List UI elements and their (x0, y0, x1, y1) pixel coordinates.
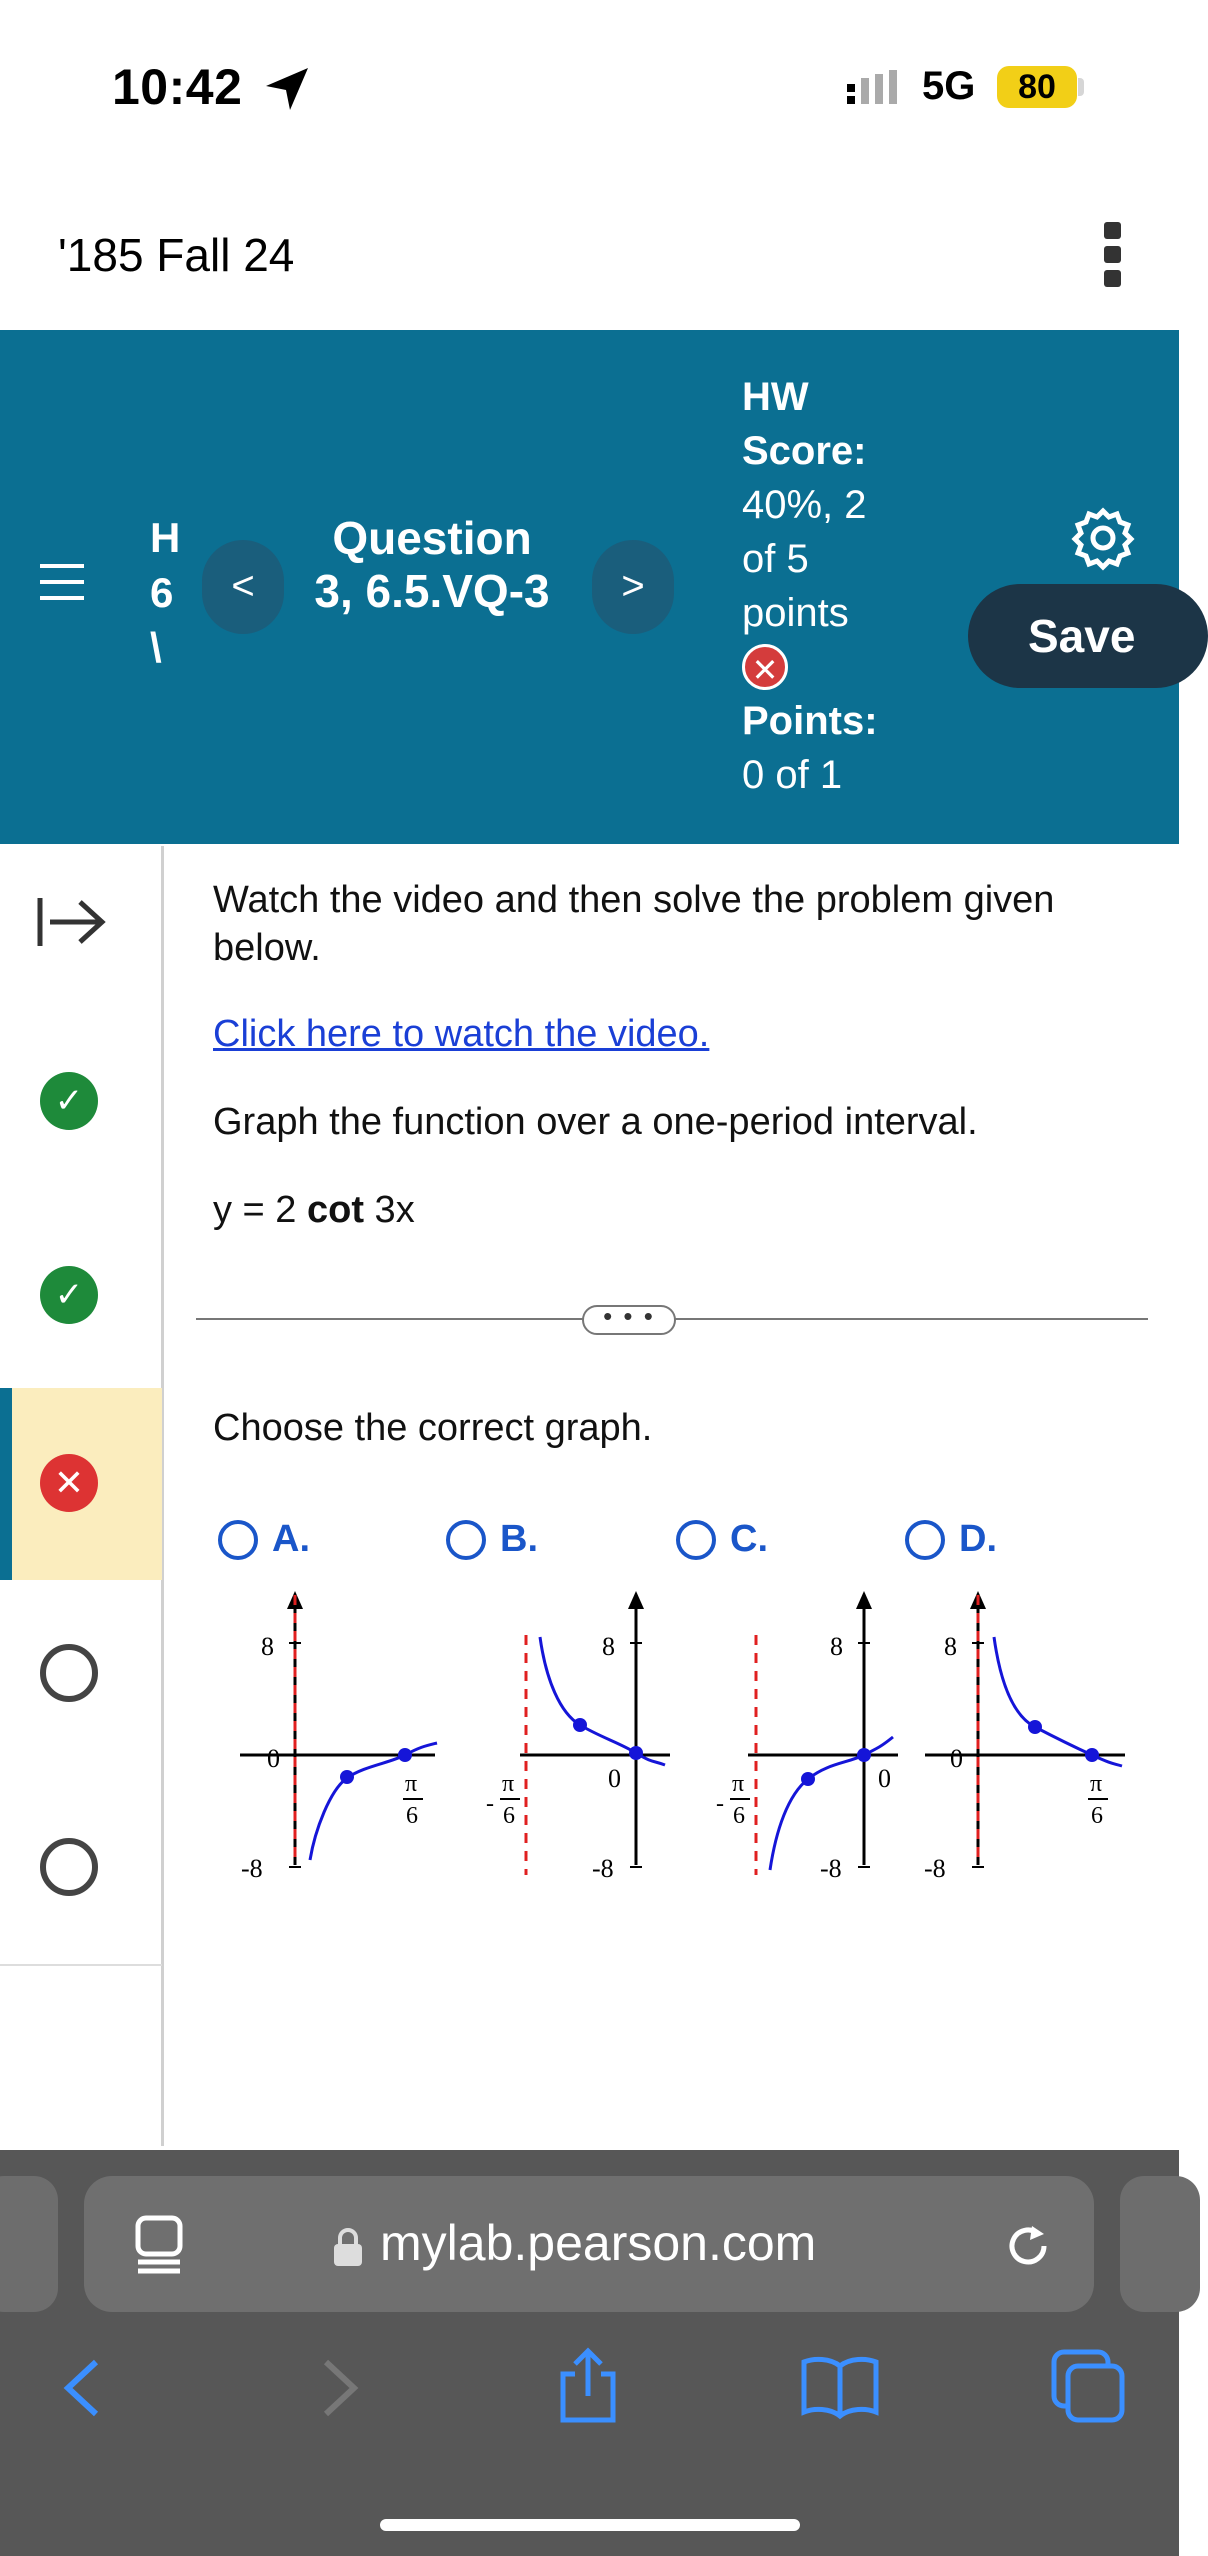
question-title: Question 3, 6.5.VQ-3 (314, 512, 550, 617)
option-b-radio[interactable] (446, 1520, 486, 1560)
svg-text:π: π (732, 1771, 745, 1797)
function-suffix: 3x (364, 1189, 415, 1231)
score-panel (742, 370, 892, 802)
option-a[interactable] (218, 1518, 310, 1574)
question-instruction: Graph the function over a one-period interval. (213, 1101, 978, 1143)
cot-curve (770, 1737, 893, 1870)
incorrect-icon: ✕ (742, 644, 788, 690)
svg-text:6: 6 (503, 1803, 515, 1829)
battery-cap (1078, 78, 1084, 96)
x-tick-label (486, 1771, 520, 1829)
question-3-status-incorrect-icon[interactable]: ✕ (40, 1454, 98, 1512)
option-c-radio[interactable] (676, 1520, 716, 1560)
curve-point (801, 1772, 815, 1786)
y-max-label: 8 (944, 1632, 957, 1661)
truncated-assignment-title: H 6 \ (150, 514, 181, 671)
svg-text:-: - (716, 1791, 724, 1817)
option-d-radio[interactable] (905, 1520, 945, 1560)
choose-prompt: Choose the correct graph. (213, 1407, 653, 1449)
url-text[interactable]: mylab.pearson.com (380, 2215, 817, 2271)
expand-sidebar-icon[interactable] (36, 892, 108, 952)
function-cot: cot (307, 1189, 364, 1231)
y-zero-label: 0 (950, 1744, 963, 1773)
next-question-button[interactable]: > (592, 540, 674, 634)
curve-point (857, 1748, 871, 1762)
option-b-graph[interactable] (460, 1585, 670, 1885)
video-link[interactable]: Click here to watch the video. (213, 1013, 710, 1055)
expand-button[interactable]: • • • (582, 1305, 676, 1335)
hamburger-menu-icon[interactable] (40, 562, 84, 602)
svg-text:π: π (1090, 1771, 1103, 1797)
svg-text:π: π (405, 1771, 418, 1797)
y-min-label: -8 (241, 1854, 263, 1883)
bookmarks-icon[interactable] (800, 2354, 880, 2418)
y-axis-arrow (628, 1591, 644, 1609)
option-d[interactable] (905, 1518, 997, 1574)
curve-point (573, 1718, 587, 1732)
option-d-graph[interactable] (920, 1585, 1130, 1885)
svg-text:6: 6 (406, 1803, 418, 1829)
question-intro: Watch the video and then solve the problem given below. (213, 879, 1055, 969)
curve-point (1085, 1748, 1099, 1762)
option-a-label: A. (272, 1518, 310, 1560)
question-2-status-correct-icon[interactable]: ✓ (40, 1266, 98, 1324)
points-value: 0 of 1 (742, 753, 843, 797)
svg-text:6: 6 (1091, 1803, 1103, 1829)
y-axis-arrow (856, 1591, 872, 1609)
signal-icon (845, 70, 909, 110)
question-4-status-unanswered-icon[interactable] (40, 1644, 98, 1702)
curve-point (398, 1748, 412, 1762)
cot-curve (994, 1637, 1122, 1766)
hw-score-value: 40%, 2 of 5 points (742, 483, 867, 635)
x-tick-label (403, 1771, 423, 1829)
back-arrow-icon[interactable] (60, 2356, 104, 2420)
y-min-label: -8 (820, 1854, 842, 1883)
y-max-label: 8 (830, 1632, 843, 1661)
function-prefix: y = 2 (213, 1189, 307, 1231)
share-icon[interactable] (553, 2346, 623, 2424)
y-zero-label: 0 (878, 1764, 891, 1793)
lock-icon (332, 2227, 364, 2267)
option-c[interactable] (676, 1518, 768, 1574)
sidebar-divider (0, 1964, 162, 1966)
home-indicator[interactable] (380, 2519, 800, 2531)
previous-question-button[interactable]: < (202, 540, 284, 634)
option-b-label: B. (500, 1518, 538, 1560)
option-c-label: C. (730, 1518, 768, 1560)
cot-curve (310, 1743, 437, 1860)
network-type: 5G (922, 64, 976, 108)
svg-text:π: π (502, 1771, 515, 1797)
settings-gear-icon[interactable] (1070, 505, 1136, 571)
option-d-label: D. (959, 1518, 997, 1560)
forward-arrow-icon[interactable] (318, 2356, 362, 2420)
save-button[interactable]: Save (968, 584, 1208, 688)
curve-point (629, 1746, 643, 1760)
y-zero-label: 0 (608, 1764, 621, 1793)
option-b[interactable] (446, 1518, 538, 1574)
x-tick-label (1088, 1771, 1108, 1829)
tabs-overview-icon[interactable] (1050, 2348, 1126, 2424)
option-c-graph[interactable] (688, 1585, 898, 1885)
curve-point (1028, 1720, 1042, 1734)
function-expression (213, 1186, 415, 1234)
curve-point (340, 1770, 354, 1784)
option-a-radio[interactable] (218, 1520, 258, 1560)
previous-tab-preview[interactable] (0, 2176, 58, 2312)
more-options-icon[interactable] (1104, 222, 1124, 294)
status-time: 10:42 (112, 59, 243, 115)
y-min-label: -8 (592, 1854, 614, 1883)
y-min-label: -8 (924, 1854, 946, 1883)
points-label: Points: (742, 699, 878, 743)
course-title: '185 Fall 24 (58, 229, 295, 281)
option-a-graph[interactable] (235, 1585, 445, 1885)
svg-text:-: - (486, 1791, 494, 1817)
battery-level: 80 (997, 66, 1077, 108)
y-max-label: 8 (261, 1632, 274, 1661)
svg-text:6: 6 (733, 1803, 745, 1829)
location-arrow-icon (262, 64, 312, 114)
next-tab-preview[interactable] (1120, 2176, 1200, 2312)
y-zero-label: 0 (267, 1744, 280, 1773)
page-menu-icon[interactable] (134, 2214, 184, 2274)
question-1-status-correct-icon[interactable]: ✓ (40, 1072, 98, 1130)
current-item-indicator (0, 1388, 12, 1580)
y-max-label: 8 (602, 1632, 615, 1661)
x-tick-label (716, 1771, 750, 1829)
question-5-status-unanswered-icon[interactable] (40, 1838, 98, 1896)
reload-icon[interactable] (1000, 2218, 1056, 2274)
hw-score-label: HW Score: (742, 375, 867, 473)
